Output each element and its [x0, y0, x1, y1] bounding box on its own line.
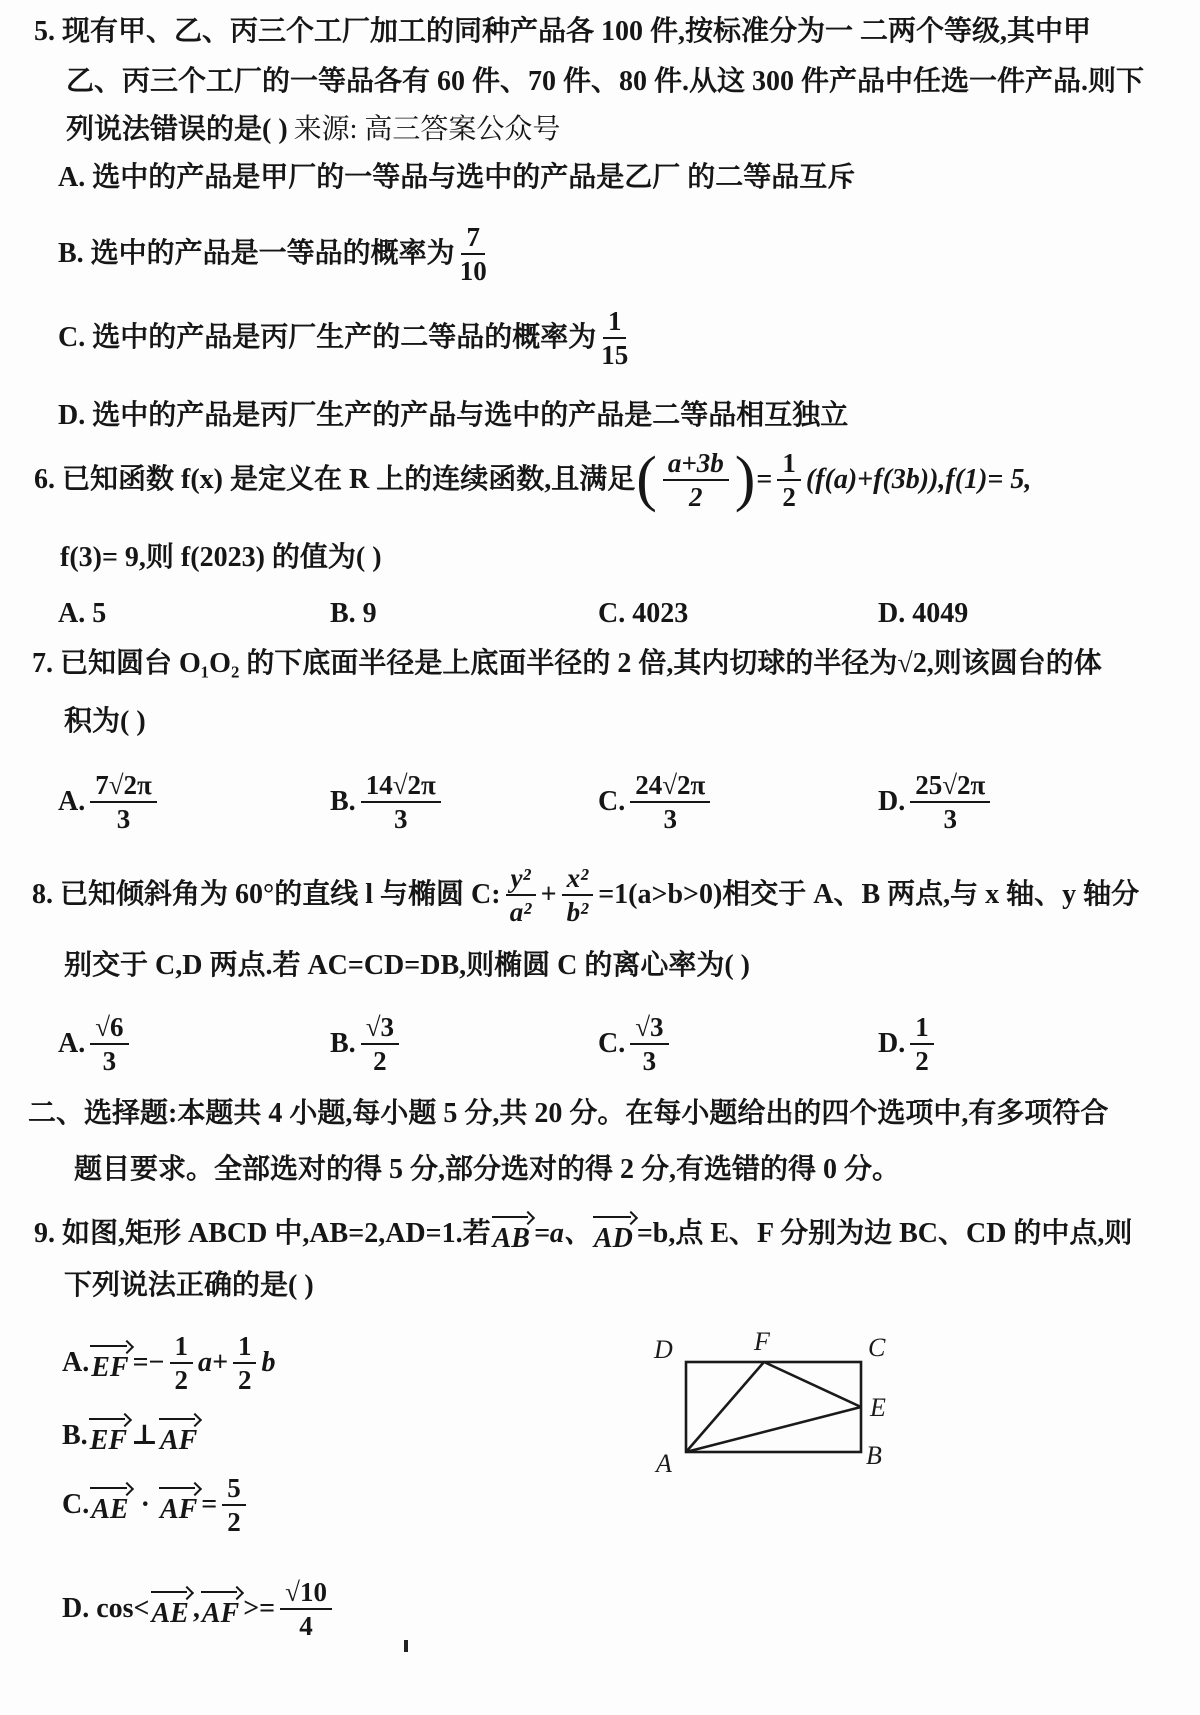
q8-option-d — [878, 1008, 939, 1080]
q8-line1 — [32, 858, 1139, 932]
q7-option-d — [878, 768, 995, 836]
fraction-denominator: a² — [509, 897, 532, 927]
option-label: A. — [62, 1347, 90, 1378]
q8-fraction-y — [506, 863, 536, 927]
q9-option-b — [62, 1414, 201, 1458]
q8-options-row — [0, 1008, 1200, 1080]
segment-ae — [686, 1407, 861, 1452]
q5-line2: 乙、丙三个工厂的一等品各有 60 件、70 件、80 件.从这 300 件产品中任选一件产品.则下 — [66, 66, 1145, 97]
q8-option-d-fraction — [910, 1012, 934, 1076]
fraction-denominator: 3 — [394, 804, 408, 834]
fraction-numerator: 1 — [777, 448, 801, 481]
q5-option-b-fraction — [460, 222, 487, 286]
plus-sign: + — [540, 879, 557, 910]
dot-operator: · — [140, 1489, 150, 1520]
q6-option-a: A. 5 — [58, 598, 107, 629]
q7-line2: 积为( ) — [64, 706, 146, 737]
q6-line1-text: 6. 已知函数 f(x) 是定义在 R 上的连续函数,且满足 — [34, 464, 636, 495]
q5-line3-text: 列说法错误的是( ) — [66, 114, 288, 145]
q7-option-c — [598, 768, 715, 836]
q9-option-a-seg2: a+ — [198, 1347, 228, 1378]
q5-line3 — [66, 112, 560, 148]
q6-option-b: B. 9 — [330, 598, 377, 629]
q9-option-d — [62, 1578, 337, 1640]
q7-option-b-fraction — [361, 770, 441, 834]
q7-line1: 7. 已知圆台 O₁O₂ 的下底面半径是上底面半径的 2 倍,其内切球的半径为√2,则该圆台的体 — [32, 648, 1102, 679]
segment-fe — [764, 1362, 861, 1407]
option-label: B. — [62, 1420, 88, 1451]
equals-sign: = — [756, 464, 773, 495]
q8-line2: 别交于 C,D 两点.若 AC=CD=DB,则椭圆 C 的离心率为( ) — [64, 950, 751, 981]
label-c: C — [868, 1333, 886, 1362]
q6-line2: f(3)= 9,则 f(2023) 的值为( ) — [60, 542, 382, 573]
label-a: A — [656, 1449, 672, 1478]
option-label: C. — [598, 786, 626, 817]
fraction-numerator: 1 — [233, 1331, 257, 1364]
open-paren: ( — [636, 445, 657, 514]
q6-option-c: C. 4023 — [598, 598, 689, 629]
q6-fraction-half — [777, 448, 801, 512]
q7-options-row — [0, 768, 1200, 836]
rectangle-abcd — [686, 1362, 861, 1452]
option-label: D. cos< — [62, 1593, 150, 1624]
q9-option-a-seg3: b — [261, 1347, 276, 1378]
fraction-denominator: 2 — [174, 1365, 189, 1395]
label-e: E — [870, 1393, 886, 1422]
q7-option-a-fraction — [90, 770, 157, 834]
fraction-denominator: 15 — [601, 340, 629, 370]
q5-option-a: A. 选中的产品是甲厂的一等品与选中的产品是乙厂 的二等品互斥 — [58, 162, 856, 193]
option-label: A. — [58, 1028, 86, 1059]
fraction-numerator: 7 — [461, 222, 485, 255]
vector-ef: EF — [88, 1413, 131, 1459]
fraction-denominator: b² — [566, 897, 589, 927]
q9-line2: 下列说法正确的是( ) — [64, 1270, 314, 1301]
q9-line1-mid: =a、 — [533, 1218, 592, 1249]
close-paren: ) — [734, 445, 756, 514]
fraction-numerator: √10 — [280, 1577, 332, 1610]
q5-option-c — [58, 306, 633, 370]
label-b: B — [866, 1441, 882, 1470]
q8-option-a — [58, 1008, 134, 1080]
option-label: C. — [598, 1028, 626, 1059]
scan-speck — [404, 1640, 408, 1652]
q6-option-d: D. 4049 — [878, 598, 969, 629]
q5-option-c-text: C. 选中的产品是丙厂生产的二等品的概率为 — [58, 322, 597, 353]
q7-option-b — [330, 768, 446, 836]
label-f: F — [754, 1328, 770, 1356]
q9-option-d-fraction — [280, 1577, 332, 1641]
fraction-denominator: 3 — [102, 1046, 117, 1076]
q9-option-c-fraction — [222, 1473, 246, 1537]
fraction-numerator: √3 — [630, 1012, 668, 1045]
fraction-denominator: 2 — [373, 1046, 387, 1076]
vector-af: AF — [158, 1482, 201, 1528]
label-d: D — [654, 1335, 673, 1364]
q6-line1-tail: (f(a)+f(3b)),f(1)= 5, — [805, 464, 1032, 495]
q8-option-c-fraction — [630, 1012, 668, 1076]
q9-option-a-fraction2 — [233, 1331, 257, 1395]
vector-ab: AB — [491, 1211, 534, 1257]
vector-ad: AD — [592, 1211, 637, 1257]
fraction-numerator: 5 — [222, 1473, 246, 1506]
q9-line1-tail: =b,点 E、F 分别为边 BC、CD 的中点,则 — [636, 1218, 1133, 1249]
section2-heading-line1: 二、选择题:本题共 4 小题,每小题 5 分,共 20 分。在每小题给出的四个选项中,有多项符合 — [28, 1098, 1109, 1129]
fraction-denominator: 2 — [915, 1046, 929, 1076]
option-label: D. — [878, 1028, 906, 1059]
q9-figure — [636, 1328, 926, 1488]
q6-fraction-arg — [663, 448, 729, 512]
q9-line1 — [34, 1206, 1132, 1262]
fraction-numerator: y² — [506, 863, 536, 896]
q5-line1: 5. 现有甲、乙、丙三个工厂加工的同种产品各 100 件,按标准分为一 二两个等级,其中甲 — [34, 16, 1092, 47]
q7-option-a — [58, 768, 162, 836]
fraction-numerator: 1 — [603, 306, 627, 339]
fraction-numerator: 1 — [170, 1331, 194, 1364]
q5-option-b — [58, 222, 492, 286]
q8-option-b-fraction — [361, 1012, 399, 1076]
vector-af: AF — [158, 1413, 201, 1459]
vector-ae: AE — [150, 1586, 193, 1632]
option-label: B. — [330, 1028, 356, 1059]
comma: , — [192, 1593, 200, 1624]
q9-option-a-fraction1 — [170, 1331, 194, 1395]
q9-option-a-seg1: =− — [132, 1347, 165, 1378]
fraction-numerator: a+3b — [663, 448, 729, 481]
fraction-denominator: 2 — [227, 1507, 241, 1537]
fraction-numerator: 14√2π — [361, 770, 441, 803]
fraction-denominator: 4 — [299, 1611, 313, 1641]
q8-option-a-fraction — [90, 1012, 128, 1076]
fraction-numerator: x² — [562, 863, 594, 896]
q8-option-b — [330, 1008, 404, 1080]
q9-line1-text: 9. 如图,矩形 ABCD 中,AB=2,AD=1.若 — [34, 1218, 491, 1249]
q5-source-note: 来源: 高三答案公众号 — [293, 114, 561, 145]
vector-ef: EF — [89, 1340, 132, 1386]
fraction-numerator: 24√2π — [630, 770, 710, 803]
q6-options-row — [0, 594, 1200, 634]
q5-option-d: D. 选中的产品是丙厂生产的产品与选中的产品是二等品相互独立 — [58, 400, 849, 431]
q8-line1-tail: =1(a>b>0)相交于 A、B 两点,与 x 轴、y 轴分 — [598, 879, 1140, 910]
fraction-denominator: 2 — [689, 482, 703, 512]
fraction-denominator: 3 — [642, 1046, 657, 1076]
q8-line1-text: 8. 已知倾斜角为 60°的直线 l 与椭圆 C: — [32, 879, 501, 910]
q5-option-b-text: B. 选中的产品是一等品的概率为 — [58, 238, 455, 269]
q7-option-d-fraction — [910, 770, 990, 834]
option-label: B. — [330, 786, 356, 817]
equals-sign: = — [201, 1489, 218, 1520]
perpendicular-sign: ⊥ — [131, 1420, 158, 1451]
option-label: A. — [58, 786, 86, 817]
fraction-denominator: 10 — [459, 256, 487, 286]
q9-option-a — [62, 1332, 275, 1394]
vector-ae: AE — [89, 1482, 132, 1528]
option-label: C. — [62, 1489, 90, 1520]
q7-option-c-fraction — [630, 770, 710, 834]
fraction-numerator: √3 — [361, 1012, 399, 1045]
fraction-numerator: 1 — [910, 1012, 934, 1045]
q9-option-c — [62, 1474, 251, 1536]
section2-heading-line2: 题目要求。全部选对的得 5 分,部分选对的得 2 分,有选错的得 0 分。 — [74, 1154, 901, 1185]
segment-af — [686, 1362, 764, 1452]
fraction-numerator: √6 — [90, 1012, 128, 1045]
fraction-denominator: 2 — [237, 1365, 252, 1395]
option-label: D. — [878, 786, 906, 817]
rectangle-diagram — [636, 1328, 926, 1483]
q9-option-d-seg: >= — [243, 1593, 276, 1624]
fraction-denominator: 3 — [663, 804, 678, 834]
q6-line1 — [34, 444, 1031, 516]
q8-option-c — [598, 1008, 674, 1080]
fraction-numerator: 7√2π — [90, 770, 157, 803]
fraction-numerator: 25√2π — [910, 770, 990, 803]
fraction-denominator: 3 — [116, 804, 131, 834]
q5-option-c-fraction — [601, 306, 628, 370]
q8-fraction-x — [562, 863, 594, 927]
fraction-denominator: 2 — [782, 482, 796, 512]
vector-af: AF — [200, 1586, 243, 1632]
fraction-denominator: 3 — [943, 804, 958, 834]
